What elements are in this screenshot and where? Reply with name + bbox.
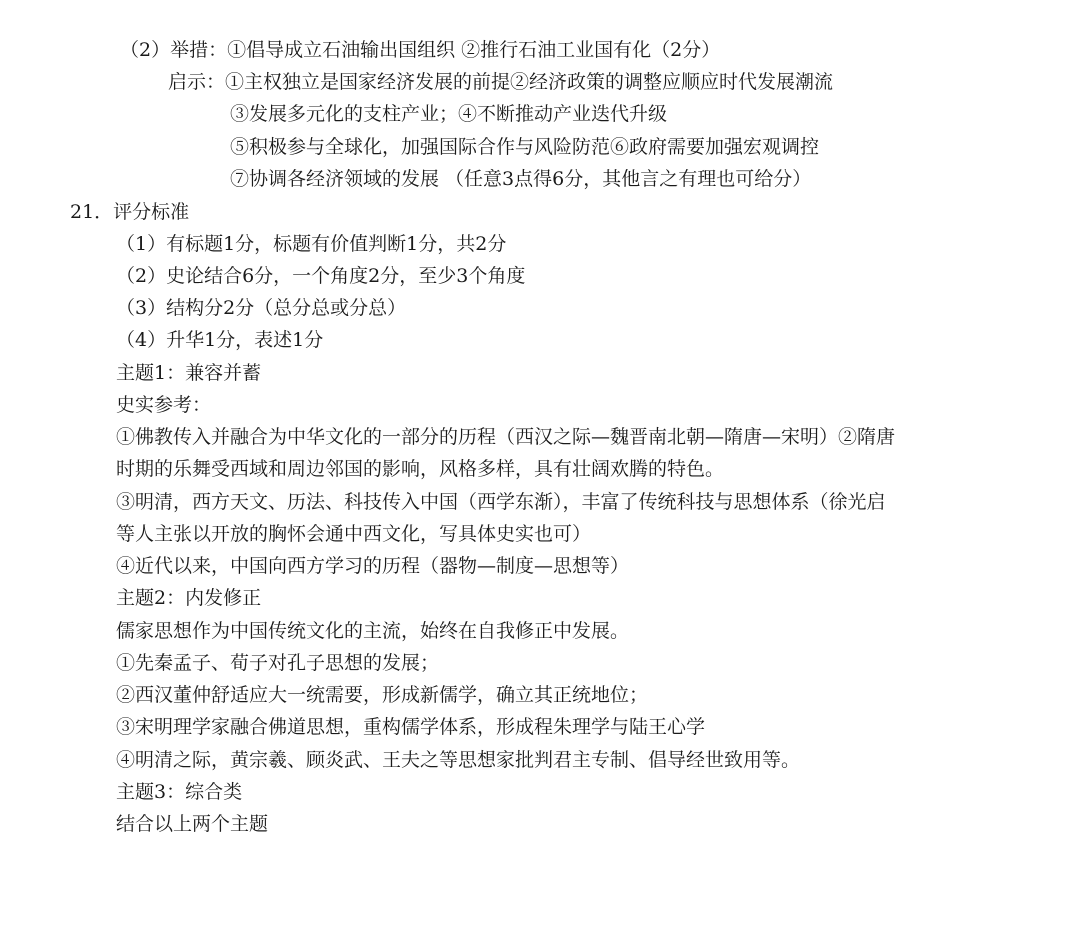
theme2-title: 主题2：内发修正 — [116, 587, 262, 609]
criterion-4: （4）升华1分，表述1分 — [116, 329, 324, 351]
measures-line: （2）举措：①倡导成立石油输出国组织 ②推行石油工业国有化（2分） — [120, 39, 721, 61]
theme1-title: 主题1：兼容并蓄 — [116, 362, 262, 384]
criterion-3: （3）结构分2分（总分总或分总） — [116, 297, 407, 319]
enlightenment-line-2: ③发展多元化的支柱产业；④不断推动产业迭代升级 — [230, 103, 668, 125]
criterion-1: （1）有标题1分，标题有价值判断1分，共2分 — [116, 233, 507, 255]
theme2-line-1: 儒家思想作为中国传统文化的主流，始终在自我修正中发展。 — [116, 620, 630, 642]
theme1-line-5: ④近代以来，中国向西方学习的历程（器物—制度—思想等） — [116, 555, 630, 577]
enlightenment-line-4: ⑦协调各经济领域的发展 （任意3点得6分，其他言之有理也可给分） — [230, 168, 812, 190]
theme2-line-4: ③宋明理学家融合佛道思想，重构儒学体系，形成程朱理学与陆王心学 — [116, 716, 706, 738]
enlightenment-line-3: ⑤积极参与全球化，加强国际合作与风险防范⑥政府需要加强宏观调控 — [230, 136, 820, 158]
theme1-ref-label: 史实参考： — [116, 394, 212, 416]
theme1-line-1: ①佛教传入并融合为中华文化的一部分的历程（西汉之际—魏晋南北朝—隋唐—宋明）②隋唐 — [116, 426, 896, 448]
theme2-line-5: ④明清之际，黄宗羲、顾炎武、王夫之等思想家批判君主专制、倡导经世致用等。 — [116, 749, 801, 771]
theme2-line-2: ①先秦孟子、荀子对孔子思想的发展； — [116, 652, 440, 674]
theme3-title: 主题3：综合类 — [116, 781, 243, 803]
theme1-line-2: 时期的乐舞受西域和周边邻国的影响，风格多样，具有壮阔欢腾的特色。 — [116, 458, 725, 480]
enlightenment-line-1: 启示：①主权独立是国家经济发展的前提②经济政策的调整应顺应时代发展潮流 — [168, 71, 834, 93]
theme1-line-3: ③明清，西方天文、历法、科技传入中国（西学东渐），丰富了传统科技与思想体系（徐光启 — [116, 491, 886, 513]
theme2-line-3: ②西汉董仲舒适应大一统需要，形成新儒学，确立其正统地位； — [116, 684, 649, 706]
criterion-2: （2）史论结合6分，一个角度2分，至少3个角度 — [116, 265, 526, 287]
theme3-line-1: 结合以上两个主题 — [116, 813, 269, 835]
q21-heading: 21．评分标准 — [70, 201, 190, 223]
theme1-line-4: 等人主张以开放的胸怀会通中西文化，写具体史实也可） — [116, 523, 592, 545]
